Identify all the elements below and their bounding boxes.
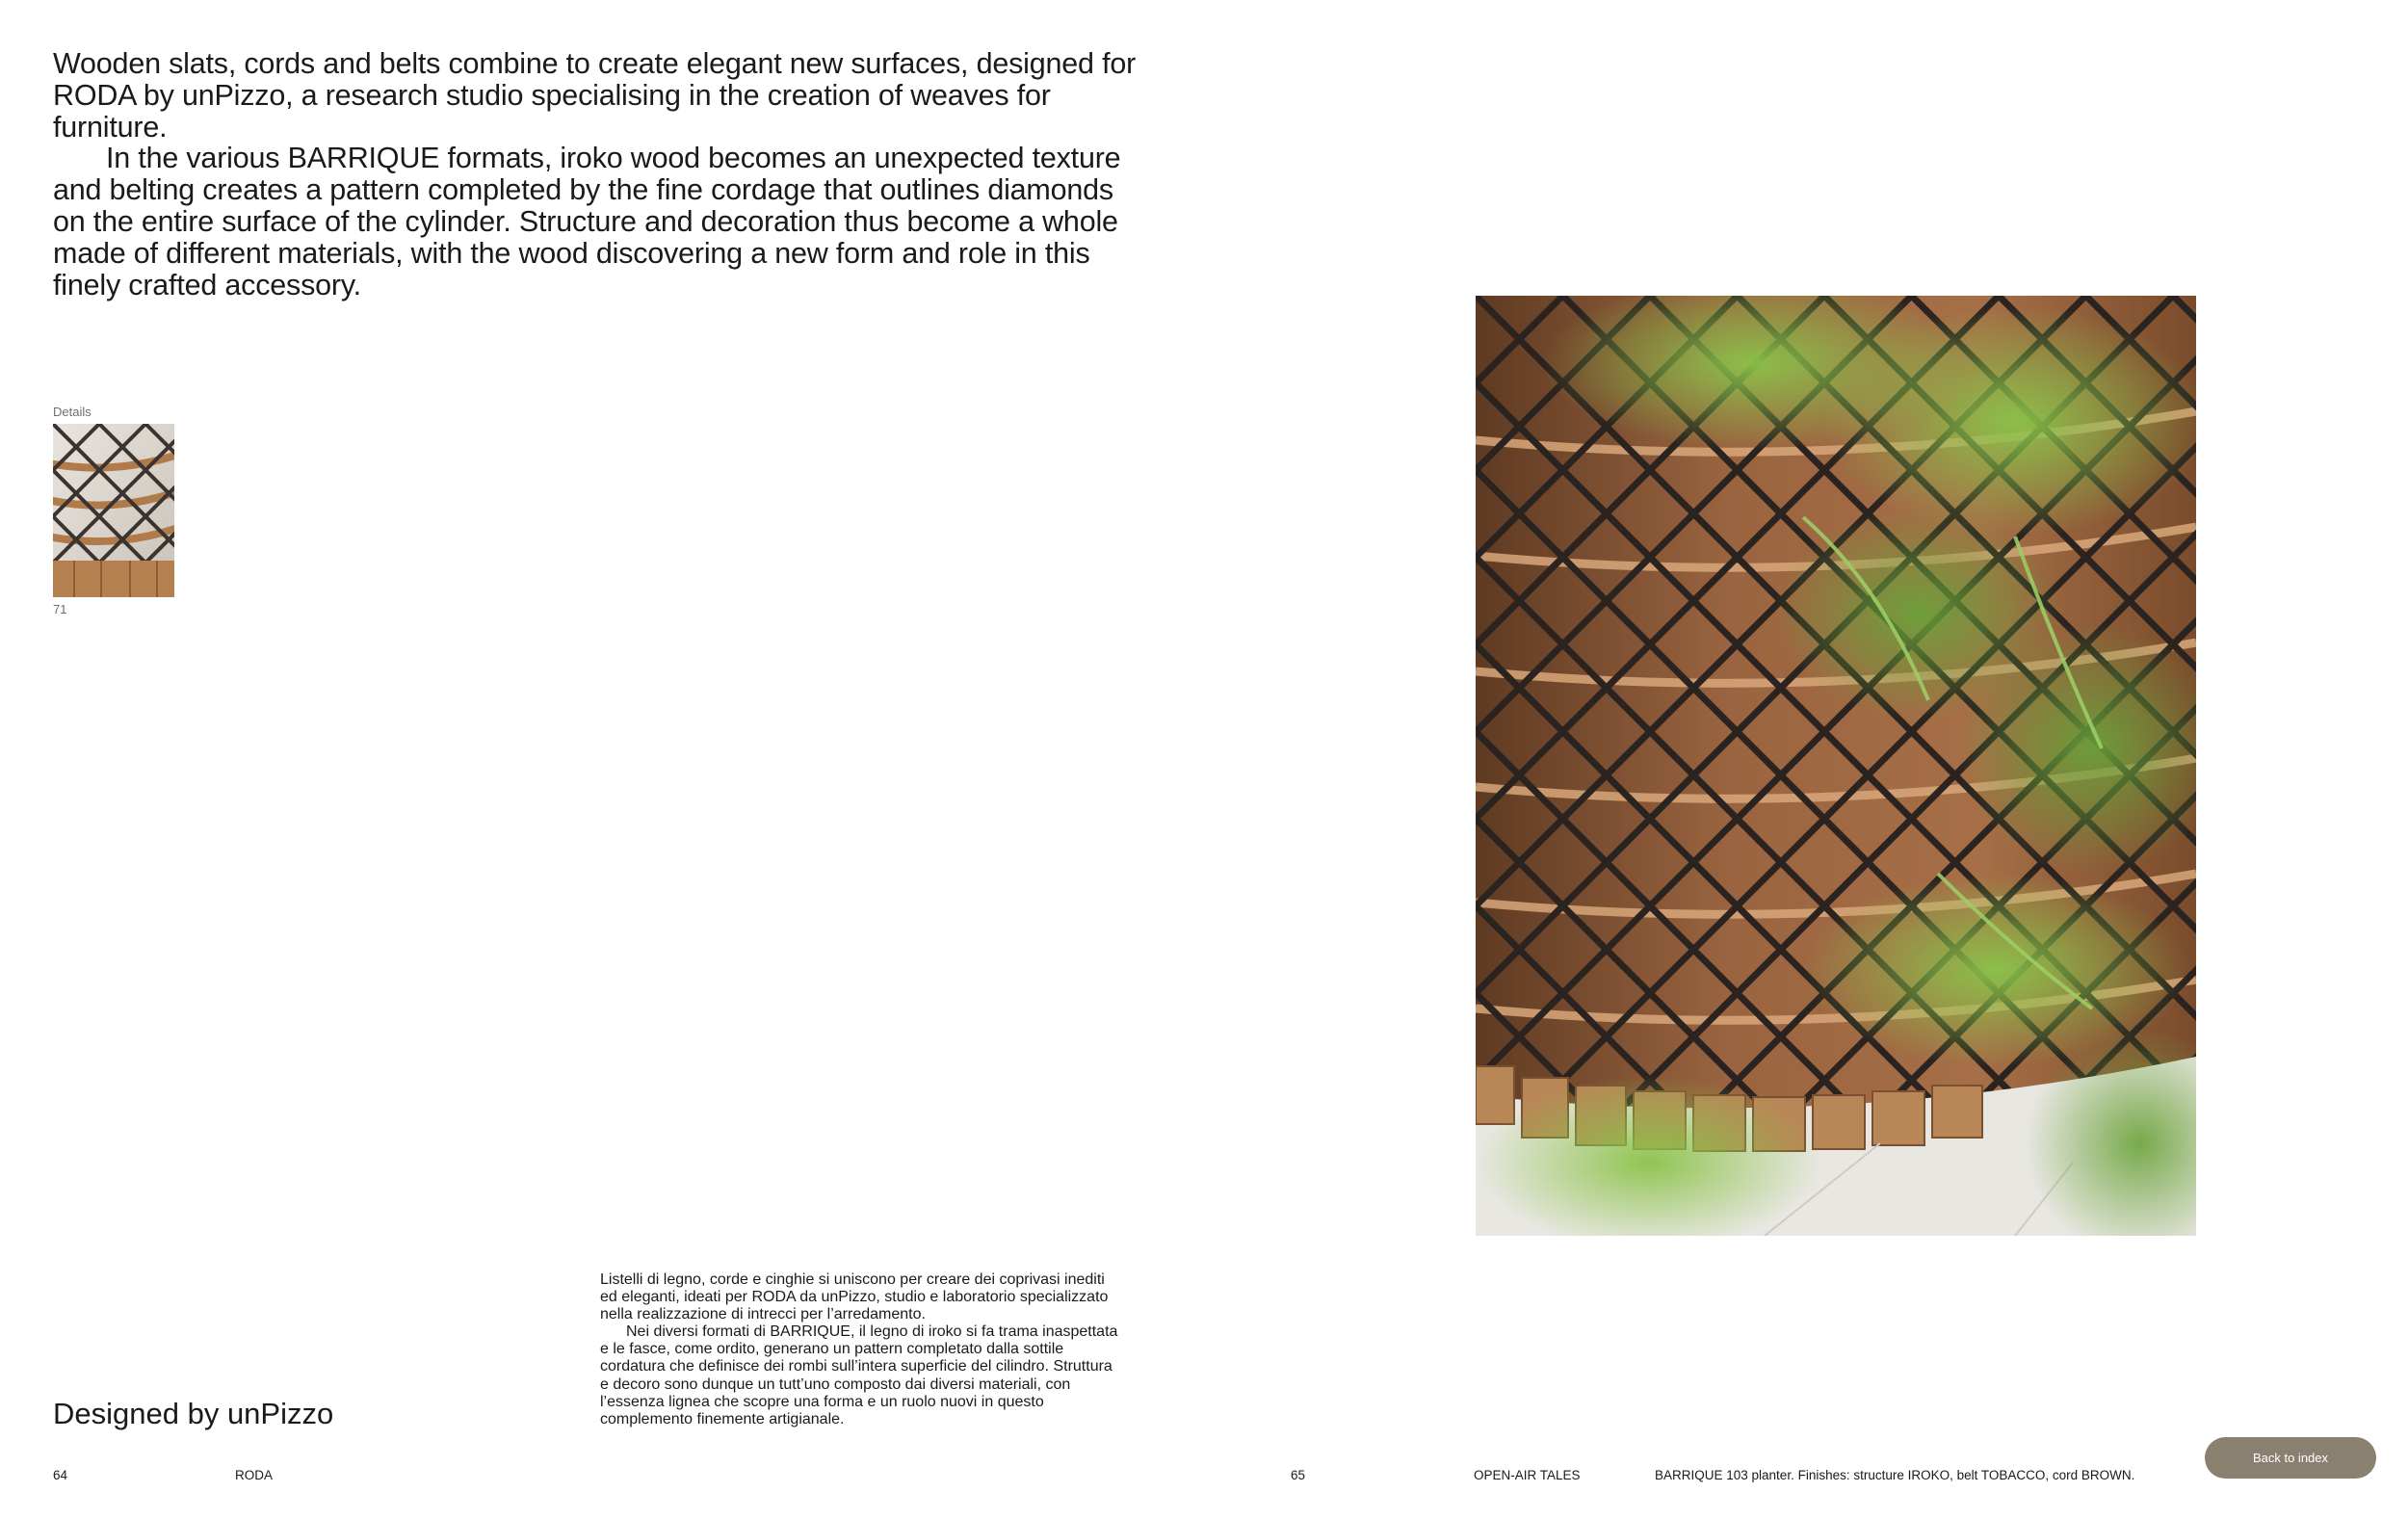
intro-paragraph-1: Wooden slats, cords and belts combine to create elegant new surfaces, designed for RODA by unPizzo, a research studio specialising in the creation of weaves for furniture. <box>53 47 1137 144</box>
italian-text <box>600 1271 1120 1428</box>
italian-paragraph-1: Listelli di legno, corde e cinghie si uniscono per creare dei coprivasi inediti ed eleganti, ideati per RODA da unPizzo, studio e laboratorio specializzato nella realizzazione di intrecci per l’arredamento. <box>600 1271 1109 1323</box>
back-to-index-button[interactable]: Back to index <box>2205 1437 2376 1479</box>
barrique-planter-photo <box>1476 296 2196 1236</box>
page-number-right: 65 <box>1291 1468 1306 1482</box>
section-label: OPEN-AIR TALES <box>1474 1468 1581 1482</box>
details-page-ref: 71 <box>53 602 67 616</box>
photo-image <box>1476 296 2196 1236</box>
italian-paragraph-2: Nei diversi formati di BARRIQUE, il legno di iroko si fa trama inaspettata e le fasce, come ordito, generano un pattern completato dalla sottile cordatura che definisce dei rombi sull’intera superficie del cilindro. Struttura e decoro sono dunque un tutt’uno composto dai diversi materiali, con l’essenza lignea che scopre una forma e un ruolo nuovi in questo complemento finemente artigianale. <box>600 1323 1118 1427</box>
intro-text <box>53 48 1137 301</box>
thumbnail-image <box>53 424 174 597</box>
brand-label: RODA <box>235 1468 274 1482</box>
photo-caption: BARRIQUE 103 planter. Finishes: structure IROKO, belt TOBACCO, cord BROWN. <box>1655 1468 2135 1482</box>
details-label: Details <box>53 405 92 419</box>
details-thumbnail[interactable] <box>53 424 174 597</box>
designed-by-heading: Designed by unPizzo <box>53 1397 334 1430</box>
intro-paragraph-2: In the various BARRIQUE formats, iroko wood becomes an unexpected texture and belting creates a pattern completed by the fine cordage that outlines diamonds on the entire surface of the cylinder. Structure and decoration thus become a whole made of different materials, with the wood discovering a new form and role in this finely crafted accessory. <box>53 142 1121 301</box>
page-number-left: 64 <box>53 1468 68 1482</box>
